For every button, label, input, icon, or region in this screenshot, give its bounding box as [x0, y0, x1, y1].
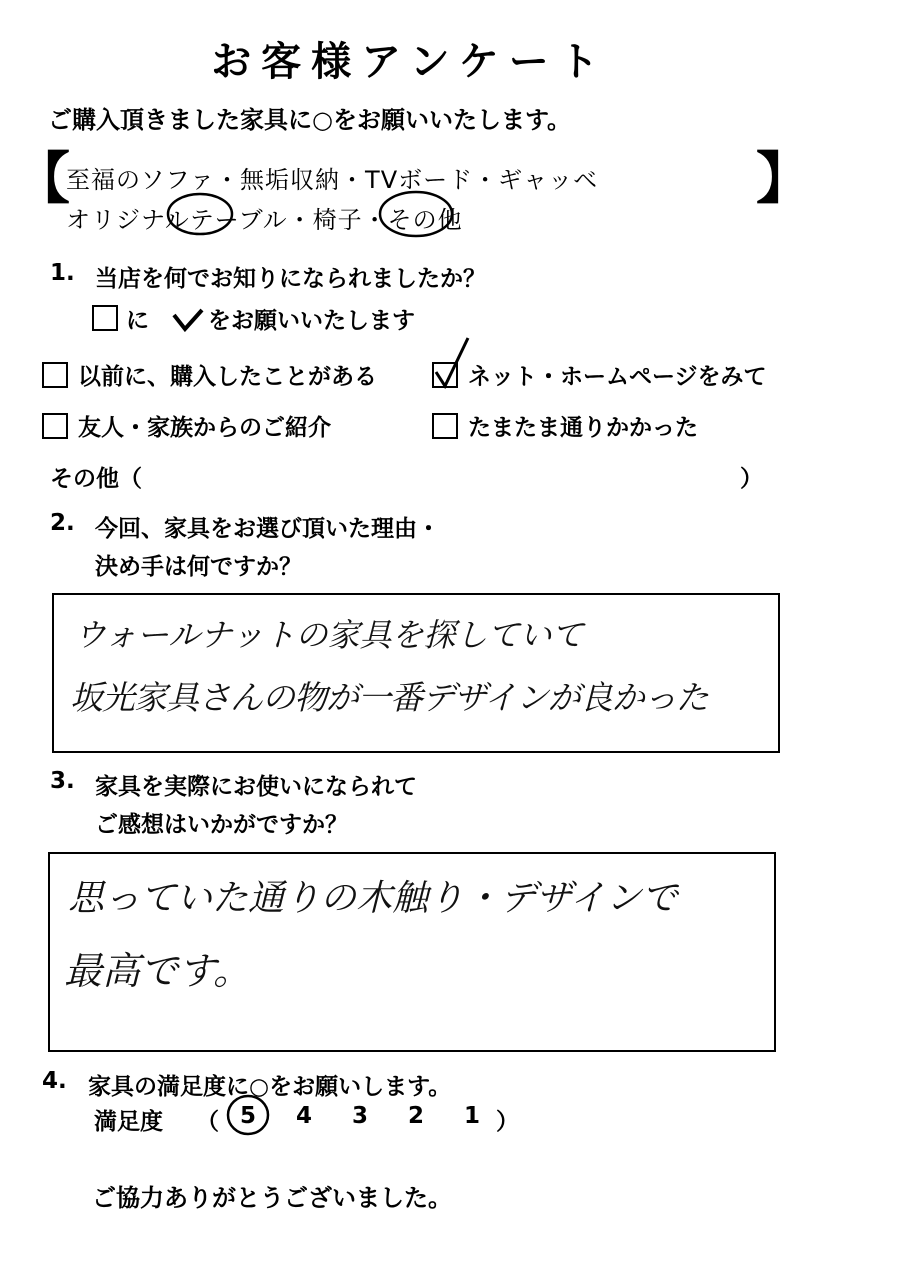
q1-hint-post: をお願いいたします — [208, 308, 415, 334]
q1-option-label: たまたま通りかかった — [468, 415, 698, 441]
q1-hint-pre: に — [126, 308, 149, 334]
q3-number: 3. — [50, 768, 75, 794]
thanks-text: ご協力ありがとうございました。 — [92, 1184, 452, 1212]
bracket-open: 【 — [14, 147, 70, 212]
q4-scale-1[interactable]: 1 — [464, 1103, 481, 1129]
q3-answer-line-1: 思っていた通りの木触り・デザインで — [68, 878, 678, 919]
bracket-close: 】 — [756, 147, 812, 212]
q3-question-line-1: 家具を実際にお使いになられて — [95, 774, 417, 800]
instruction-text: ご購入頂きました家具に○をお願いいたします。 — [48, 106, 572, 134]
q1-option-label: 以前に、購入したことがある — [78, 364, 377, 390]
checkmark-icon — [172, 306, 204, 332]
q1-option-label: ネット・ホームページをみて — [468, 364, 767, 390]
q4-question: 家具の満足度に○をお願いします。 — [88, 1074, 452, 1100]
furniture-line-1: 至福のソファ・無垢収納・TVボード・ギャッベ — [66, 166, 599, 194]
legend-checkbox-icon — [92, 305, 118, 331]
q2-answer-line-1: ウォールナットの家具を探していて — [74, 616, 584, 654]
q2-question-line-2: 決め手は何ですか？ — [95, 554, 302, 580]
furniture-line-2: オリジナルテーブル・椅子・その他 — [66, 206, 463, 234]
q4-scale-5[interactable]: 5 — [240, 1103, 257, 1129]
q2-question-line-1: 今回、家具をお選び頂いた理由・ — [95, 516, 440, 542]
q4-label: 満足度 — [94, 1109, 163, 1135]
q1-option-checkbox-checked[interactable] — [432, 362, 458, 388]
q4-scale-4[interactable]: 4 — [296, 1103, 313, 1129]
q2-number: 2. — [50, 510, 75, 536]
q1-number: 1. — [50, 260, 75, 286]
page-title: お客様アンケート — [211, 39, 609, 85]
q1-option-checkbox[interactable] — [42, 362, 68, 388]
q4-paren-close: ） — [496, 1109, 519, 1135]
q4-scale-2[interactable]: 2 — [408, 1103, 425, 1129]
q4-paren-open: （ — [196, 1109, 219, 1135]
q3-answer-line-2: 最高です。 — [64, 949, 251, 993]
q1-question: 当店を何でお知りになられましたか？ — [95, 266, 486, 292]
q1-other-close: ） — [740, 466, 763, 492]
q1-other-label: その他（ — [50, 466, 142, 492]
q1-option-checkbox[interactable] — [42, 413, 68, 439]
q1-option-label: 友人・家族からのご紹介 — [78, 415, 331, 441]
q1-option-checkbox[interactable] — [432, 413, 458, 439]
q2-answer-line-2: 坂光家具さんの物が一番デザインが良かった — [70, 678, 708, 717]
q3-question-line-2: ご感想はいかがですか？ — [95, 812, 348, 838]
q4-scale-3[interactable]: 3 — [352, 1103, 369, 1129]
q4-number: 4. — [42, 1068, 67, 1094]
